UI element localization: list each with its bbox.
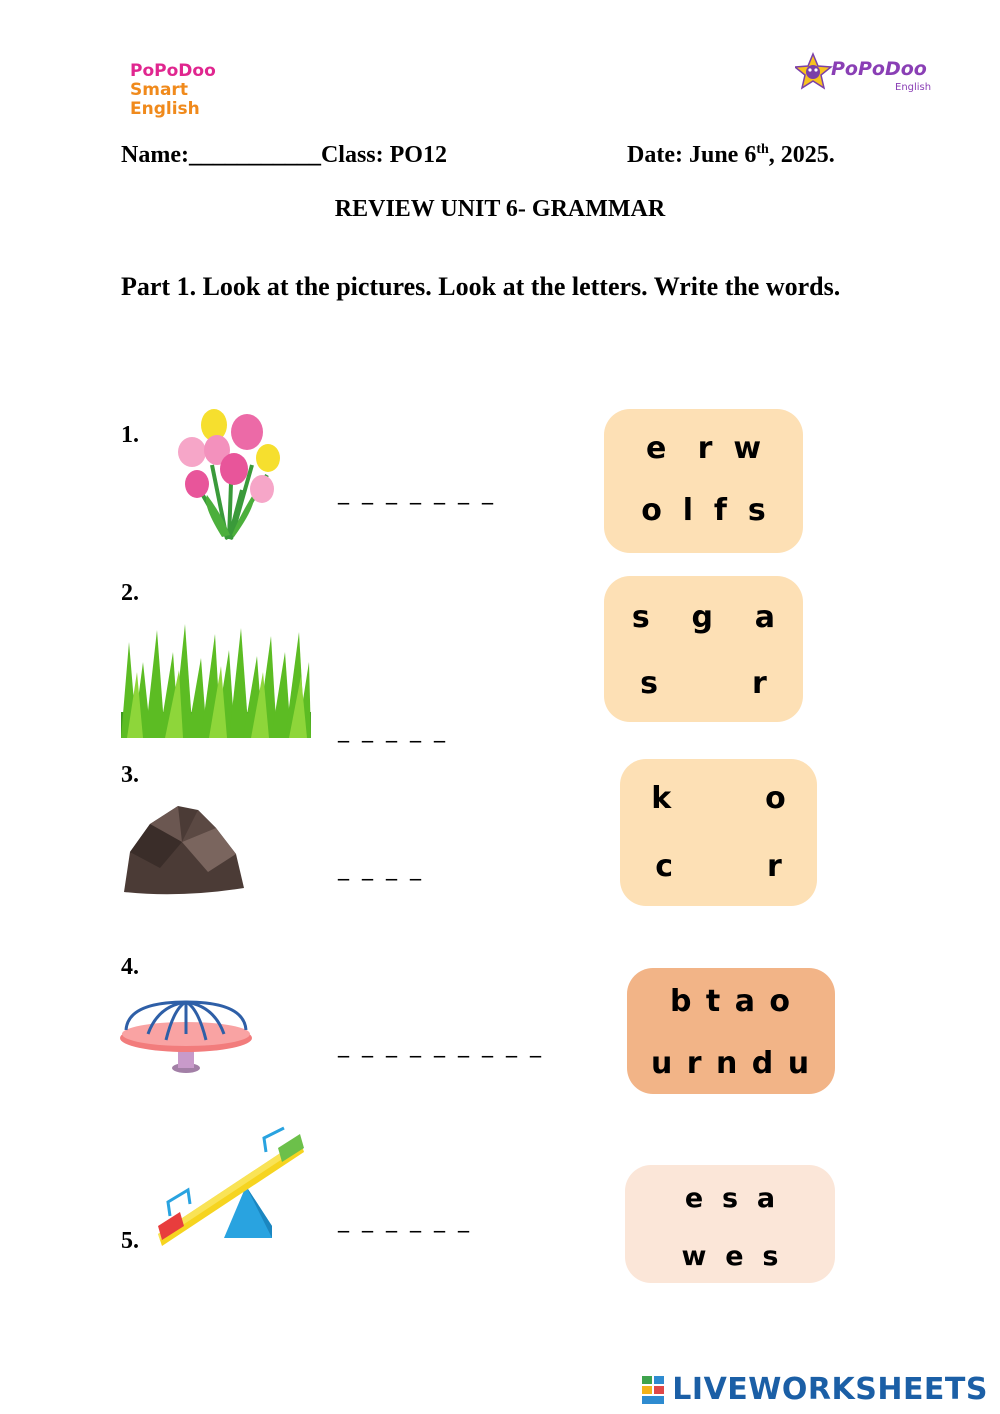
letter-box [604,576,803,722]
logo-line-2: Smart English [130,80,200,119]
answer-blank[interactable]: _ _ _ _ _ _ _ [338,480,496,505]
item-number: 5. [121,1228,139,1254]
popodoo-english-logo [795,52,935,100]
seesaw-icon [154,1126,306,1250]
letter-box [604,409,803,553]
date-superscript: th [756,142,769,157]
liveworksheets-icon [642,1376,666,1404]
date-suffix: , 2025. [768,142,835,168]
letter-box [620,759,817,906]
name-field[interactable]: Name:___________ [121,142,321,168]
liveworksheets-logo [672,1372,988,1407]
letter-row: s r [640,666,767,701]
letter-row: u r n d u [650,1046,812,1081]
class-label: Class: PO12 [320,142,447,168]
answer-blank[interactable]: _ _ _ _ [338,856,424,881]
grass-icon [121,622,311,738]
answer-blank[interactable]: _ _ _ _ _ [338,718,448,743]
letter-box [627,968,835,1094]
letter-row: c r [655,849,782,884]
answer-blank[interactable]: _ _ _ _ _ _ [338,1208,472,1233]
logo-line-1: PoPoDoo [130,61,216,81]
logo-right-text: PoPoDoo [831,58,927,80]
item-number: 3. [121,762,139,788]
part-1-instructions: Part 1. Look at the pictures. Look at the letters. Write the words. [121,272,841,301]
letter-row: o l f s [641,493,766,528]
merry-go-round-icon [118,994,254,1074]
student-info-line [121,142,447,169]
letter-row: s g a [631,600,776,635]
letter-row: w e s [681,1241,779,1272]
tulip-bouquet-icon [172,405,287,543]
date-prefix: Date: June 6 [627,142,757,168]
item-number: 4. [121,954,139,980]
letter-row: b t a o [669,984,792,1019]
letter-box [625,1165,835,1283]
letter-row: e r w [645,431,762,466]
item-number: 1. [121,422,139,448]
rock-icon [120,802,246,896]
letter-row: k o [651,781,786,816]
popodoo-smart-english-logo [130,62,260,119]
logo-right-subtext: English [895,82,932,93]
letter-row: e s a [684,1183,776,1214]
item-number: 2. [121,580,139,606]
liveworksheets-text: LIVEWORKSHEETS [672,1372,988,1407]
date-label [627,142,835,169]
answer-blank[interactable]: _ _ _ _ _ _ _ _ _ [338,1033,544,1058]
worksheet-title: REVIEW UNIT 6- GRAMMAR [334,196,666,222]
